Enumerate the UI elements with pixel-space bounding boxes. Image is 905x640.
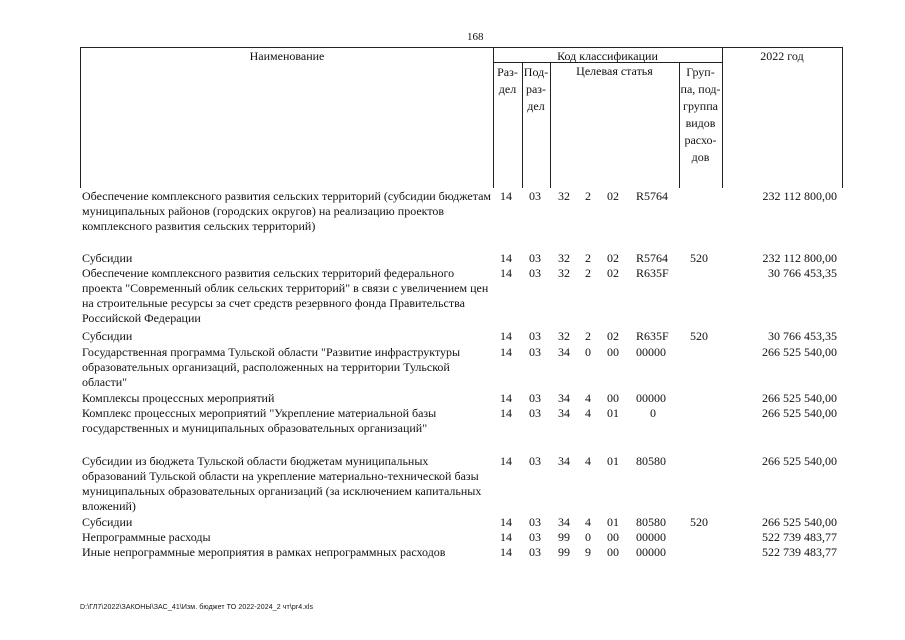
row-target-direction: R635F	[636, 329, 669, 343]
header-section: Раз- дел	[497, 65, 518, 96]
row-subsection: 03	[529, 189, 541, 203]
row-amount: 266 525 540,00	[762, 454, 837, 468]
row-section: 14	[500, 454, 512, 468]
row-target-direction: 80580	[636, 515, 666, 529]
header-name: Наименование	[249, 49, 325, 63]
page-number: 168	[467, 31, 484, 43]
table-header	[80, 47, 843, 188]
row-subsection: 03	[529, 251, 541, 265]
row-section: 14	[500, 406, 512, 420]
row-target-event: 01	[607, 406, 619, 420]
row-target-subprogram: 4	[585, 515, 591, 529]
row-target-program: 99	[558, 545, 570, 559]
row-amount: 266 525 540,00	[762, 406, 837, 420]
row-name: Иные непрограммные мероприятия в рамках непрограммных расходов	[82, 545, 446, 559]
row-target-event: 00	[607, 391, 619, 405]
row-subsection: 03	[529, 454, 541, 468]
row-target-direction: R635F	[636, 266, 669, 280]
row-target-direction: R5764	[636, 189, 669, 203]
row-subsection: 03	[529, 545, 541, 559]
row-subsection: 03	[529, 406, 541, 420]
header-subsection: Под- раз- дел	[523, 65, 549, 113]
row-target-subprogram: 2	[585, 189, 591, 203]
row-amount: 232 112 800,00	[762, 189, 837, 203]
row-name: Непрограммные расходы	[82, 530, 211, 544]
row-target-event: 00	[607, 345, 619, 359]
row-section: 14	[500, 530, 512, 544]
row-target-event: 02	[607, 266, 619, 280]
header-expense-group: Груп- па, под- группа видов расхо- дов	[680, 65, 721, 164]
row-amount: 30 766 453,35	[768, 266, 837, 280]
row-target-event: 00	[607, 545, 619, 559]
row-subsection: 03	[529, 329, 541, 343]
row-section: 14	[500, 251, 512, 265]
row-amount: 522 739 483,77	[762, 545, 837, 559]
row-expense-group: 520	[690, 329, 708, 343]
row-target-program: 32	[558, 329, 570, 343]
row-target-event: 02	[607, 329, 619, 343]
row-target-event: 00	[607, 530, 619, 544]
row-section: 14	[500, 515, 512, 529]
row-target-direction: 00000	[636, 391, 666, 405]
file-path-footer: D:\ГЛ7\2022\ЗАКОНЫ\ЗАС_41\Изм. бюджет ТО 2022-2024_2 чт\pr4.xls	[80, 604, 314, 611]
row-target-direction: R5764	[636, 251, 669, 265]
row-amount: 30 766 453,35	[768, 329, 837, 343]
row-name: Субсидии	[82, 515, 133, 529]
row-section: 14	[500, 545, 512, 559]
row-name: Субсидии	[82, 251, 133, 265]
row-target-subprogram: 0	[585, 530, 591, 544]
row-target-direction: 00000	[636, 530, 666, 544]
row-target-direction: 00000	[636, 545, 666, 559]
row-amount: 266 525 540,00	[762, 345, 837, 359]
row-target-program: 34	[558, 406, 570, 420]
row-amount: 266 525 540,00	[762, 391, 837, 405]
header-divider	[722, 48, 723, 188]
row-target-direction: 0	[650, 406, 656, 420]
row-target-program: 34	[558, 391, 570, 405]
row-section: 14	[500, 266, 512, 280]
row-section: 14	[500, 329, 512, 343]
row-target-subprogram: 4	[585, 391, 591, 405]
row-section: 14	[500, 391, 512, 405]
row-name: Обеспечение комплексного развития сельских территорий (субсидии бюджетам муниципальных районов (городских округов) на реализацию проектов комплексного развития сельских территорий)	[82, 189, 492, 233]
header-target-article: Целевая статья	[576, 64, 653, 78]
row-target-subprogram: 4	[585, 454, 591, 468]
row-target-subprogram: 0	[585, 345, 591, 359]
row-target-subprogram: 2	[585, 266, 591, 280]
row-subsection: 03	[529, 266, 541, 280]
row-target-program: 34	[558, 515, 570, 529]
row-target-program: 99	[558, 530, 570, 544]
header-classification-code: Код классификации	[557, 49, 658, 63]
row-amount: 232 112 800,00	[762, 251, 837, 265]
row-name: Обеспечение комплексного развития сельских территорий федерального проекта "Современный облик сельских территорий" в связи с увеличением цен на строительные ресурсы за счет средств резервного фонда Правительства Российской Федерации	[82, 266, 489, 325]
row-target-program: 32	[558, 189, 570, 203]
row-target-program: 34	[558, 454, 570, 468]
row-amount: 522 739 483,77	[762, 530, 837, 544]
row-target-subprogram: 4	[585, 406, 591, 420]
header-year: 2022 год	[760, 49, 804, 63]
row-target-program: 32	[558, 266, 570, 280]
row-name: Комплекс процессных мероприятий "Укрепление материальной базы государственных и муниципальных образовательных организаций"	[82, 406, 437, 435]
row-target-event: 02	[607, 189, 619, 203]
header-divider	[550, 62, 551, 188]
row-section: 14	[500, 189, 512, 203]
row-target-event: 02	[607, 251, 619, 265]
row-target-direction: 00000	[636, 345, 666, 359]
row-subsection: 03	[529, 391, 541, 405]
row-name: Комплексы процессных мероприятий	[82, 391, 275, 405]
row-amount: 266 525 540,00	[762, 515, 837, 529]
row-subsection: 03	[529, 515, 541, 529]
row-name: Субсидии	[82, 329, 133, 343]
row-subsection: 03	[529, 345, 541, 359]
row-expense-group: 520	[690, 515, 708, 529]
row-target-direction: 80580	[636, 454, 666, 468]
row-target-program: 32	[558, 251, 570, 265]
row-target-subprogram: 2	[585, 251, 591, 265]
row-target-event: 01	[607, 454, 619, 468]
row-target-event: 01	[607, 515, 619, 529]
row-subsection: 03	[529, 530, 541, 544]
row-name: Государственная программа Тульской области "Развитие инфраструктуры образовательных организаций, расположенных на территории Тульской области"	[82, 345, 461, 389]
row-target-subprogram: 9	[585, 545, 591, 559]
row-target-subprogram: 2	[585, 329, 591, 343]
row-name: Субсидии из бюджета Тульской области бюджетам муниципальных образований Тульской области на укрепление материально-технической базы муниципальных образовательных организаций (за исключением капитальных вложений)	[82, 454, 482, 513]
row-target-program: 34	[558, 345, 570, 359]
row-expense-group: 520	[690, 251, 708, 265]
row-section: 14	[500, 345, 512, 359]
